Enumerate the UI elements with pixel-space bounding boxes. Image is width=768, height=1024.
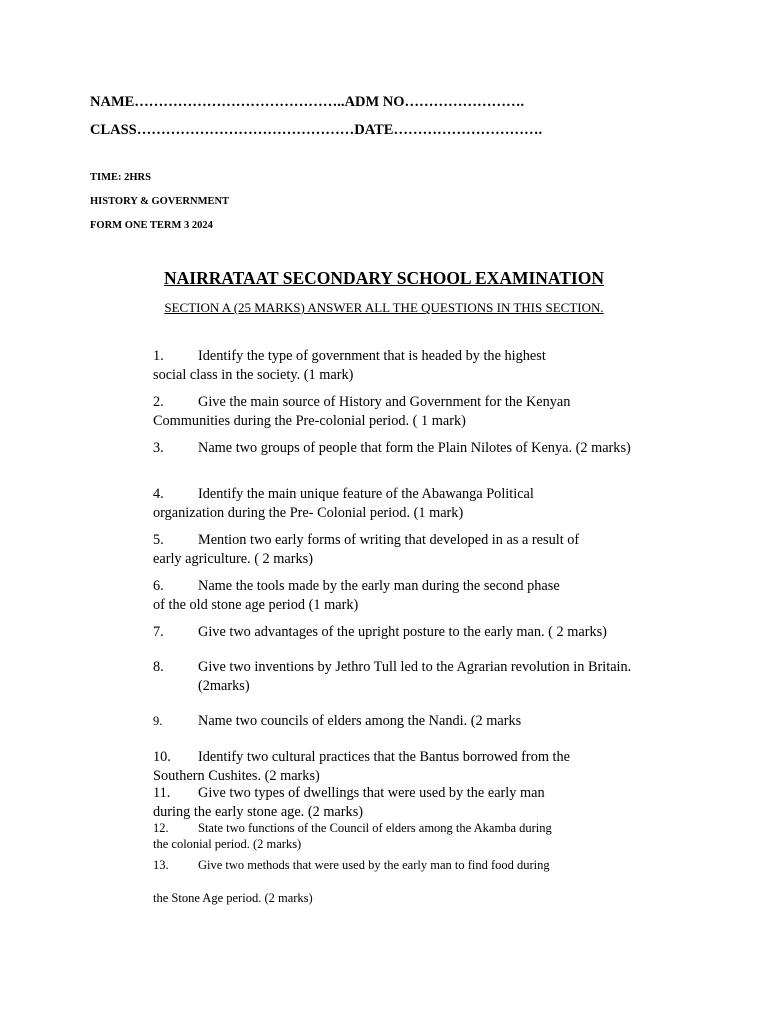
question-text-cont: of the old stone age period (1 mark) bbox=[153, 596, 359, 613]
class-date-field: CLASS………………………………………DATE…………………………. bbox=[90, 122, 543, 138]
question-text-cont: Communities during the Pre-colonial period. ( 1 mark) bbox=[153, 412, 466, 429]
question-number: 1. bbox=[153, 348, 164, 364]
question-item bbox=[153, 485, 534, 522]
question-text: Identify two cultural practices that the Bantus borrowed from the bbox=[198, 749, 570, 765]
question-item bbox=[153, 393, 570, 430]
name-adm-field: NAME……………………………………..ADM NO……………………. bbox=[90, 94, 525, 110]
question-text-cont: Southern Cushites. (2 marks) bbox=[153, 767, 320, 784]
question-number: 13. bbox=[153, 858, 169, 872]
question-item bbox=[153, 658, 631, 695]
question-text-cont: social class in the society. (1 mark) bbox=[153, 366, 354, 383]
question-text-cont: the colonial period. (2 marks) bbox=[153, 837, 302, 851]
question-number: 5. bbox=[153, 532, 164, 548]
question-number: 2. bbox=[153, 394, 164, 410]
question-number: 11. bbox=[153, 785, 171, 801]
question-number: 6. bbox=[153, 578, 164, 594]
question-item bbox=[153, 820, 552, 852]
question-number: 4. bbox=[153, 486, 164, 502]
question-item bbox=[153, 784, 545, 821]
question-text: Give two types of dwellings that were used by the early man bbox=[198, 785, 545, 801]
question-item bbox=[153, 577, 560, 614]
question-text-cont: organization during the Pre- Colonial period. (1 mark) bbox=[153, 504, 464, 521]
question-text: State two functions of the Council of elders among the Akamba during bbox=[198, 821, 552, 835]
question-text-cont: early agriculture. ( 2 marks) bbox=[153, 550, 313, 567]
exam-title: NAIRRATAAT SECONDARY SCHOOL EXAMINATION bbox=[163, 268, 604, 288]
question-number: 9. bbox=[153, 714, 163, 728]
exam-time: TIME: 2HRS bbox=[90, 172, 151, 183]
question-item bbox=[153, 623, 607, 642]
question-number: 7. bbox=[153, 624, 164, 640]
question-number: 8. bbox=[153, 659, 164, 675]
question-text: Give two advantages of the upright posture to the early man. ( 2 marks) bbox=[198, 624, 607, 640]
question-text: Name two groups of people that form the Plain Nilotes of Kenya. (2 marks) bbox=[198, 440, 631, 456]
question-text-cont: (2marks) bbox=[198, 677, 250, 694]
question-number: 10. bbox=[153, 749, 171, 765]
question-text: Give two methods that were used by the early man to find food during bbox=[198, 858, 550, 872]
question-text: Identify the main unique feature of the Abawanga Political bbox=[198, 486, 534, 502]
question-text-cont: the Stone Age period. (2 marks) bbox=[153, 891, 313, 905]
question-text: Give two inventions by Jethro Tull led to the Agrarian revolution in Britain. bbox=[198, 659, 632, 675]
question-text: Name two councils of elders among the Nandi. (2 marks bbox=[198, 713, 522, 729]
exam-form-term: FORM ONE TERM 3 2024 bbox=[90, 220, 213, 231]
question-text: Give the main source of History and Government for the Kenyan bbox=[198, 394, 571, 410]
exam-subject: HISTORY & GOVERNMENT bbox=[90, 196, 230, 207]
question-item bbox=[153, 712, 521, 731]
question-text: Identify the type of government that is headed by the highest bbox=[198, 348, 546, 364]
question-text-cont: during the early stone age. (2 marks) bbox=[153, 803, 364, 820]
question-item bbox=[153, 347, 546, 384]
question-text: Mention two early forms of writing that developed in as a result of bbox=[198, 532, 580, 548]
question-item bbox=[153, 439, 631, 458]
question-text: Name the tools made by the early man during the second phase bbox=[198, 578, 560, 594]
question-item bbox=[153, 531, 579, 568]
question-item bbox=[153, 748, 570, 785]
question-number: 3. bbox=[153, 440, 164, 456]
question-number: 12. bbox=[153, 821, 169, 835]
question-item bbox=[153, 857, 550, 873]
section-title: SECTION A (25 MARKS) ANSWER ALL THE QUESTIONS IN THIS SECTION. bbox=[164, 300, 604, 315]
